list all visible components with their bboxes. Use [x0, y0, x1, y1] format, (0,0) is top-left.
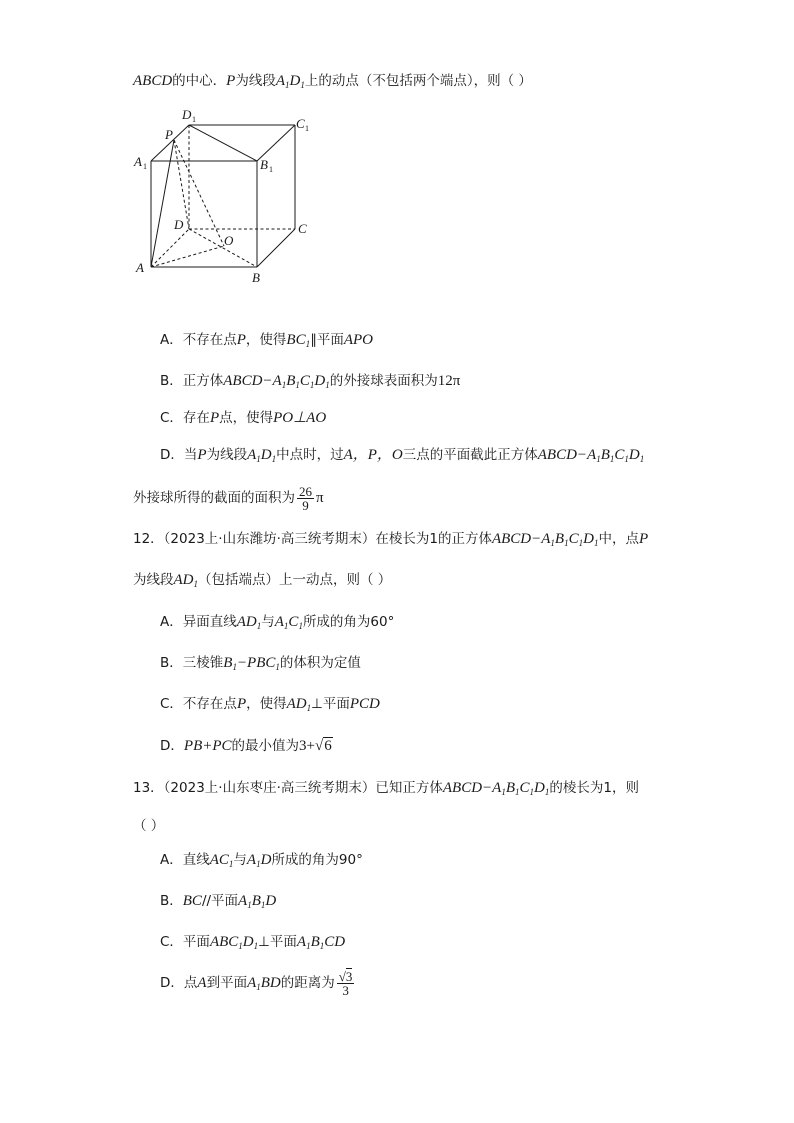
point-p: P — [226, 73, 236, 89]
q12-option-a: A．异面直线$AD_1$与$A_1C_1$所成的角为60° — [160, 614, 395, 631]
q13-stem-line1: 13．（2023上·山东枣庄·高三统考期末）已知正方体$ABCD-A_1B_1C_1D_1$的棱长为1，则 — [133, 780, 639, 797]
fraction: $\frac{√3}{3}$ — [338, 968, 353, 998]
option-d: D．当P为线段$A_1D_1$中点时，过A，P，O三点的平面截此正方体$ABCD-A_1B_1C_1D_1$ — [160, 447, 645, 464]
label-c1: C — [296, 116, 305, 131]
label-d: D — [174, 217, 184, 232]
line-db — [189, 229, 257, 267]
line-ao — [151, 246, 224, 267]
q13-option-a: A．直线$AC_1$与$A_1D$所成的角为90° — [160, 852, 363, 869]
label-c: C — [298, 221, 307, 236]
intro-line — [133, 71, 532, 95]
label-a1: A — [134, 154, 142, 169]
label-b1: B — [260, 157, 268, 172]
line-pd — [174, 140, 189, 229]
label-d1: D — [182, 108, 192, 122]
edge-bc — [257, 229, 295, 267]
q13-stem-line2: （ ） — [133, 818, 165, 834]
q13-option-d: D．点A到平面$A_1BD$的距离为 $\frac{√3}{3}$ — [160, 968, 353, 998]
fraction: $\frac{26}{9}$ — [299, 483, 312, 513]
svg-text:1: 1 — [192, 115, 196, 124]
q12-option-b: B．三棱锥$B_1-PBC_1$的体积为定值 — [160, 655, 361, 672]
option-b: B．正方体$ABCD-A_1B_1C_1D_1$的外接球表面积为12π — [160, 373, 461, 390]
segment: $A_1D_1$ — [275, 73, 305, 90]
option-d-cont: 外接球所得的截面的面积为 $\frac{26}{9}$ π — [133, 483, 324, 513]
intro-text: 为线段 — [235, 73, 276, 89]
svg-text:1: 1 — [305, 124, 309, 133]
label-p: P — [165, 127, 173, 142]
q12-option-d: D．PB+PC的最小值为3+√6 — [160, 738, 332, 754]
label-b: B — [252, 270, 260, 285]
solid-name: ABCD — [133, 73, 173, 89]
q13-option-c: C．平面$ABC_1D_1\perp$平面$A_1B_1CD$ — [160, 934, 346, 951]
line-ap — [151, 140, 174, 267]
edge-b1c1 — [257, 125, 295, 161]
option-c: C．存在P点，使得PO⊥AO — [160, 410, 327, 426]
q12-option-c: C．不存在点P，使得$AD_1\perp$平面PCD — [160, 696, 380, 713]
svg-text:1: 1 — [269, 165, 273, 174]
q13-option-b: B．BC//平面$A_1B_1D$ — [160, 893, 277, 910]
svg-text:1: 1 — [143, 162, 147, 171]
sqrt: √6 — [315, 738, 332, 754]
q12-stem-line2: 为线段$AD_1$（包括端点）上一动点，则（ ） — [133, 572, 392, 589]
option-a: A．不存在点P，使得$BC_1\parallel$平面APO — [160, 332, 374, 349]
label-o: O — [224, 233, 234, 248]
intro-text: 的中心． — [172, 73, 227, 89]
label-a: A — [136, 260, 144, 275]
cube-figure — [130, 108, 320, 288]
intro-text: 上的动点（不包括两个端点），则（ ） — [304, 73, 532, 89]
edge-d1b1 — [189, 125, 257, 161]
q12-stem-line1: 12．（2023上·山东潍坊·高三统考期末）在棱长为1的正方体$ABCD-A_1B_1C_1D_1$中，点P — [133, 531, 649, 548]
